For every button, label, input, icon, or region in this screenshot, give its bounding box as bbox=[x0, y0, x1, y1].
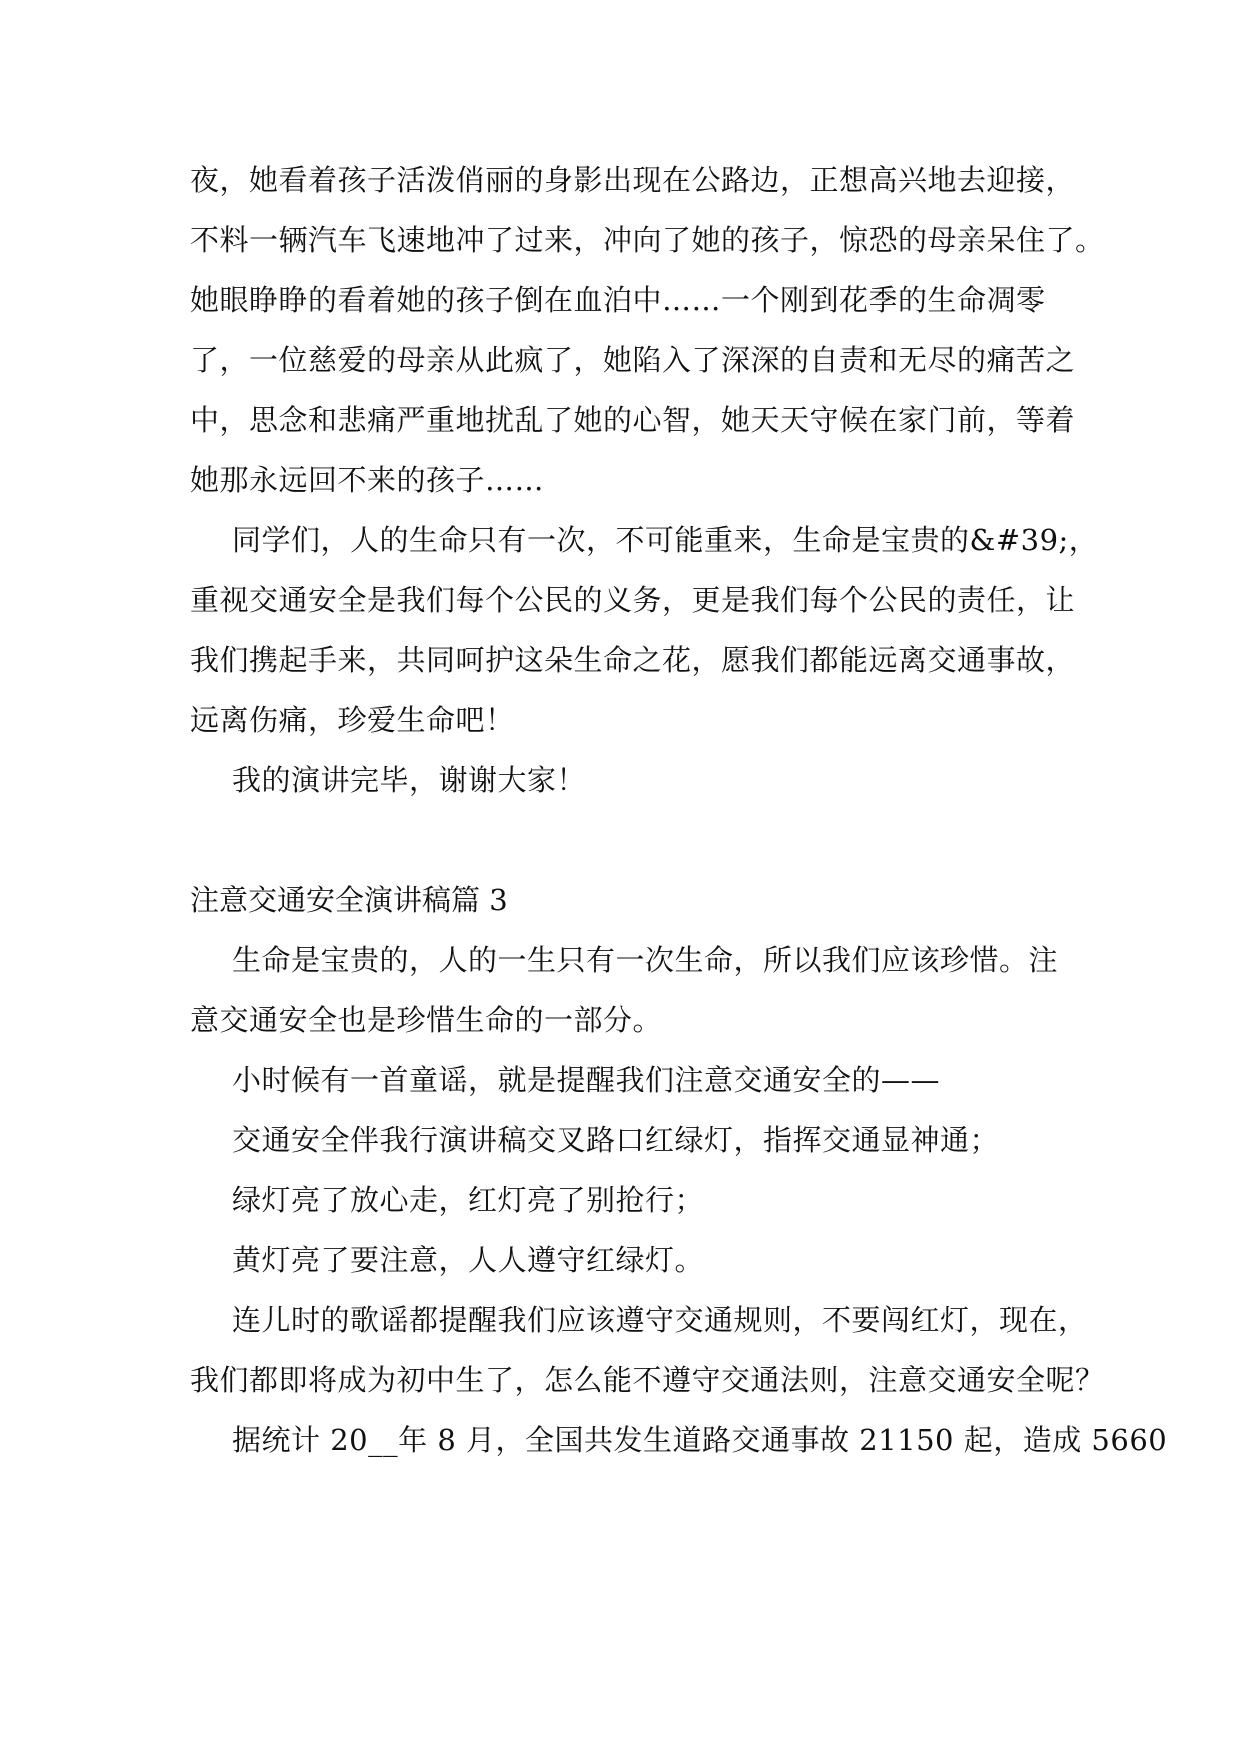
paragraph-first-line: 交通安全伴我行演讲稿交叉路口红绿灯，指挥交通显神通； bbox=[232, 1123, 1000, 1157]
body-line: 不料一辆汽车飞速地冲了过来，冲向了她的孩子，惊恐的母亲呆住了。 bbox=[190, 223, 1105, 257]
body-line: 了，一位慈爱的母亲从此疯了，她陷入了深深的自责和无尽的痛苦之 bbox=[190, 343, 1076, 377]
paragraph-first-line: 同学们，人的生命只有一次，不可能重来，生命是宝贵的&#39;， bbox=[232, 523, 1099, 557]
body-line: 重视交通安全是我们每个公民的义务，更是我们每个公民的责任，让 bbox=[190, 583, 1076, 617]
body-line: 我们都即将成为初中生了，怎么能不遵守交通法则，注意交通安全呢？ bbox=[190, 1363, 1105, 1397]
paragraph-first-line: 黄灯亮了要注意，人人遵守红绿灯。 bbox=[232, 1243, 705, 1277]
paragraph-first-line: 据统计 20__年 8 月，全国共发生道路交通事故 21150 起，造成 5660 bbox=[232, 1423, 1168, 1457]
body-line: 她眼睁睁的看着她的孩子倒在血泊中……一个刚到花季的生命凋零 bbox=[190, 283, 1046, 317]
paragraph-first-line: 连儿时的歌谣都提醒我们应该遵守交通规则，不要闯红灯，现在， bbox=[232, 1303, 1088, 1337]
paragraph-first-line: 我的演讲完毕，谢谢大家！ bbox=[232, 763, 587, 797]
body-line: 她那永远回不来的孩子…… bbox=[190, 463, 545, 497]
body-line: 意交通安全也是珍惜生命的一部分。 bbox=[190, 1003, 663, 1037]
paragraph-first-line: 绿灯亮了放心走，红灯亮了别抢行； bbox=[232, 1183, 705, 1217]
paragraph-first-line: 小时候有一首童谣，就是提醒我们注意交通安全的—— bbox=[232, 1063, 941, 1097]
body-line: 中，思念和悲痛严重地扰乱了她的心智，她天天守候在家门前，等着 bbox=[190, 403, 1076, 437]
body-line: 远离伤痛，珍爱生命吧！ bbox=[190, 703, 515, 737]
body-line: 夜，她看着孩子活泼俏丽的身影出现在公路边，正想高兴地去迎接， bbox=[190, 163, 1076, 197]
document-body bbox=[190, 150, 1168, 1470]
paragraph-first-line: 生命是宝贵的，人的一生只有一次生命，所以我们应该珍惜。注 bbox=[232, 943, 1059, 977]
body-line: 我们携起手来，共同呵护这朵生命之花，愿我们都能远离交通事故， bbox=[190, 643, 1076, 677]
section-heading: 注意交通安全演讲稿篇 3 bbox=[190, 883, 508, 917]
